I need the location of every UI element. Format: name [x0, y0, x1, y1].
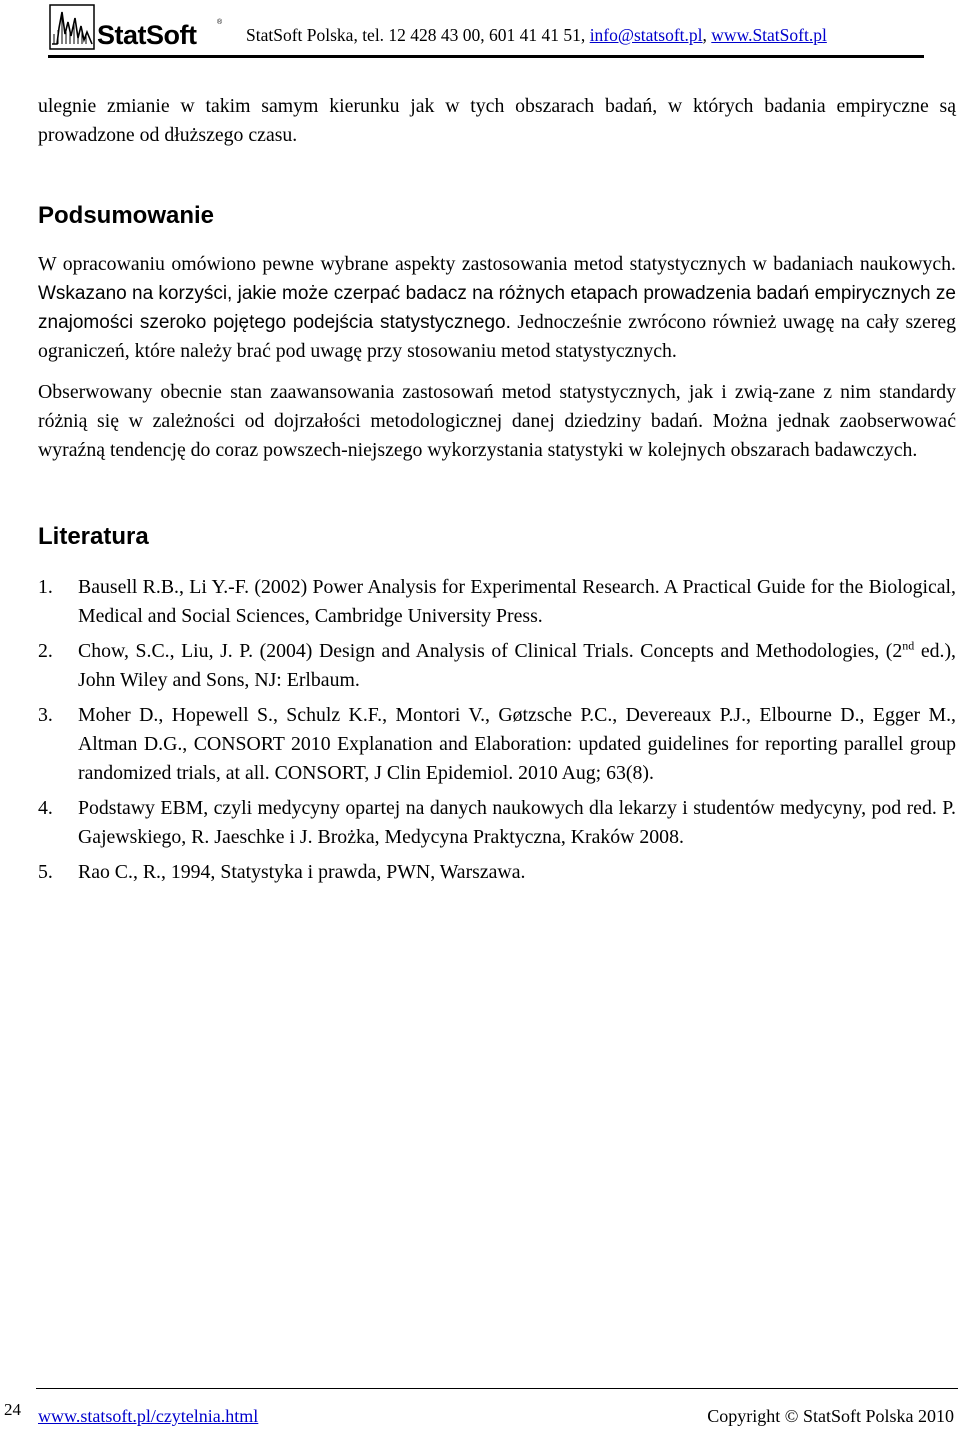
summary-paragraph-2: Obserwowany obecnie stan zaawansowania zastosowań metod statystycznych, jak i zwią-zane z nim standardy różnią się w zależności od dojrzałości metodologicznej danej dziedziny badań. Można jednak zaobserwować wyraźną tendencję do coraz powszech-niejszego wykorzystania statystyki w kolejnych obszarach badawczych. — [38, 381, 956, 461]
reference-item — [38, 858, 956, 887]
reference-item — [38, 794, 956, 852]
summary-heading: Podsumowanie — [38, 202, 215, 229]
page-number: 24 — [4, 1400, 21, 1419]
summary-paragraph-1 — [38, 250, 956, 366]
reference-item — [38, 701, 956, 788]
footer-divider — [36, 1388, 958, 1389]
email-link[interactable]: info@statsoft.pl — [589, 25, 703, 45]
summary-p1-part3: Jednocześnie zwrócono również uwagę na cały szereg ograniczeń, które należy brać pod uwagę przy stosowaniu metod statystycznych. — [38, 311, 956, 362]
header-contact-line — [246, 25, 827, 46]
reference-superscript: nd — [902, 638, 915, 653]
reference-text: Moher D., Hopewell S., Schulz K.F., Montori V., Gøtzsche P.C., Devereaux P.J., Elbourne D., Egger M., Altman D.G., CONSORT 2010 Explanation and Elaboration: updated guidelines for reporting parallel group randomized trials, at all. CONSORT, J Clin Epidemiol. 2010 Aug; 63(8). — [78, 704, 956, 784]
contact-text: StatSoft Polska, tel. 12 428 43 00, 601 41 41 51, — [246, 25, 590, 45]
reference-number: 4. — [38, 797, 53, 819]
literature-heading: Literatura — [38, 523, 149, 550]
reference-item — [38, 573, 956, 631]
registered-mark: ® — [217, 19, 223, 26]
reference-number: 1. — [38, 576, 53, 598]
logo-wordmark: StatSoft — [97, 20, 197, 50]
reference-number: 3. — [38, 704, 53, 726]
page-header — [0, 0, 960, 62]
reference-text-end: ed.), John Wiley and Sons, NJ: Erlbaum. — [78, 640, 956, 691]
reference-item — [38, 637, 956, 695]
page-footer — [0, 1388, 960, 1429]
reference-number: 5. — [38, 861, 53, 883]
reading-room-link[interactable]: www.statsoft.pl/czytelnia.html — [38, 1406, 259, 1426]
intro-paragraph: ulegnie zmianie w takim samym kierunku jak w tych obszarach badań, w których badania empiryczne są prowadzone od dłuższego czasu. — [38, 95, 956, 146]
statsoft-logo — [49, 4, 249, 50]
reference-text: Rao C., R., 1994, Statystyka i prawda, PWN, Warszawa. — [78, 861, 526, 883]
reference-list — [38, 573, 956, 887]
reference-text: Bausell R.B., Li Y.-F. (2002) Power Analysis for Experimental Research. A Practical Guide for the Biological, Medical and Social Sciences, Cambridge University Press. — [78, 576, 956, 627]
summary-p1-part1: W opracowaniu omówiono pewne wybrane aspekty zastosowania metod statystycznych w badaniach naukowych. — [38, 253, 956, 275]
reference-number: 2. — [38, 640, 53, 662]
reference-text: Chow, S.C., Liu, J. P. (2004) Design and Analysis of Clinical Trials. Concepts and Methodologies, (2 — [78, 640, 903, 662]
contact-separator: , — [702, 25, 712, 45]
summary-p1-part2: Wskazano na korzyści, jakie może czerpać badacz na różnych etapach prowadzenia badań empirycznych ze znajomości szeroko pojętego podejścia statystycznego. — [38, 283, 956, 333]
copyright-notice: Copyright © StatSoft Polska 2010 — [707, 1406, 954, 1426]
website-link[interactable]: www.StatSoft.pl — [711, 25, 827, 45]
header-divider — [48, 55, 924, 58]
page-content — [38, 92, 956, 893]
statsoft-chart-logo-icon — [49, 4, 95, 50]
reference-text: Podstawy EBM, czyli medycyny opartej na danych naukowych dla lekarzy i studentów medycyny, pod red. P. Gajewskiego, R. Jaeschke i J. Brożka, Medycyna Praktyczna, Kraków 2008. — [78, 797, 956, 848]
